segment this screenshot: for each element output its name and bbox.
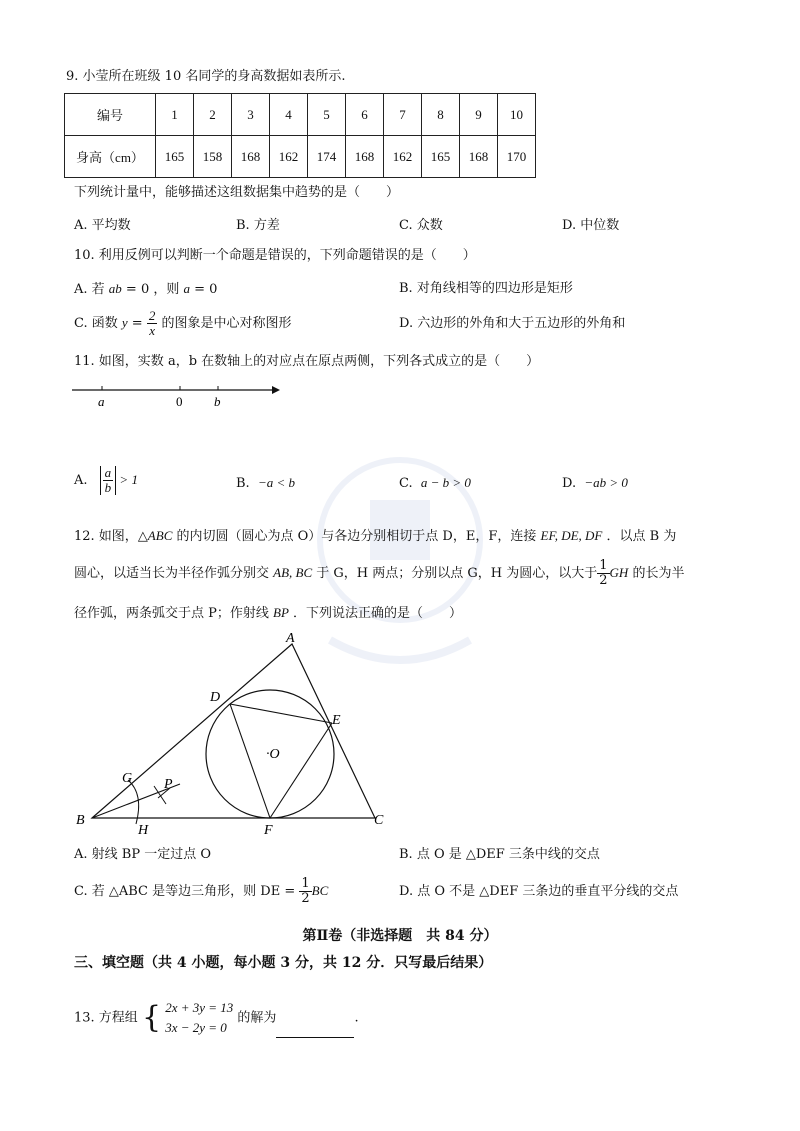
q13: [74, 998, 359, 1038]
option-text: 的图象是中心对称图形: [157, 316, 292, 331]
math-expr: y: [121, 315, 128, 330]
q11-option-b: [236, 475, 295, 492]
math-expr: △ABC: [137, 528, 173, 543]
axis-label-a: a: [98, 394, 105, 409]
option-text: = 0: [190, 282, 218, 297]
table-cell: 162: [270, 136, 308, 178]
q10-option-c: [74, 308, 291, 339]
stem-text: 径作弧，两条弧交于点 P；作射线: [74, 606, 274, 621]
option-label: B.: [236, 476, 250, 491]
segment-ef: [270, 723, 332, 818]
table-cell: 158: [194, 136, 232, 178]
equation-1: 2x + 3y = 13: [165, 1000, 234, 1015]
option-text: C. 函数: [74, 316, 122, 331]
option-text: C. 若 △ABC 是等边三角形，则 DE =: [74, 884, 300, 899]
table-cell: 168: [460, 136, 498, 178]
stem-text: .: [354, 1010, 359, 1026]
stem-text: 13. 方程组: [74, 1010, 138, 1026]
option-text: A. 若: [74, 282, 109, 297]
axis-label-b: b: [214, 394, 221, 409]
fraction: [103, 466, 114, 495]
label-e: E: [332, 713, 341, 728]
equation-2: 3x − 2y = 0: [165, 1020, 227, 1035]
math-expr: −a < b: [257, 475, 295, 490]
stem-text: 的解为: [237, 1010, 277, 1026]
table-row: [65, 136, 536, 178]
fraction: [299, 877, 311, 906]
q10-option-a: [74, 281, 217, 298]
q12-option-d: D. 点 O 不是 △DEF 三条边的垂直平分线的交点: [399, 884, 679, 899]
table-row: [65, 94, 536, 136]
label-p: P: [164, 777, 173, 792]
table-cell: 170: [498, 136, 536, 178]
option-text: = 0 ，则: [121, 282, 184, 297]
math-expr: > 1: [116, 472, 138, 487]
table-cell: 174: [308, 136, 346, 178]
answer-blank[interactable]: [276, 1025, 354, 1038]
label-g: G: [122, 771, 133, 786]
table-cell: 3: [232, 94, 270, 136]
table-cell: 4: [270, 94, 308, 136]
label-o: ·O: [266, 747, 280, 762]
fraction: [147, 309, 158, 338]
label-a: A: [286, 631, 295, 646]
numerator: 1: [599, 558, 608, 573]
q10-stem: 10. 利用反例可以判断一个命题是错误的，下列命题错误的是（ ）: [74, 248, 476, 263]
numerator: a: [104, 465, 112, 480]
q10-option-b: B. 对角线相等的四边形是矩形: [399, 281, 573, 296]
label-h: H: [138, 823, 149, 838]
table-cell: 7: [384, 94, 422, 136]
q11-option-d: [562, 475, 628, 492]
math-expr: BC: [311, 883, 329, 898]
math-expr: ab: [108, 281, 122, 296]
part-heading: 三、填空题（共 4 小题，每小题 3 分，共 12 分．只写最后结果）: [74, 955, 493, 971]
option-label: C.: [399, 476, 413, 491]
table-cell: 身高（cm）: [65, 136, 156, 178]
q12-line-3: [74, 605, 462, 622]
math-expr: −ab > 0: [584, 475, 628, 490]
brace: {: [141, 1000, 162, 1035]
q11-option-a: [74, 462, 138, 499]
stem-text: ．以点 B 为: [602, 529, 677, 544]
label-f: F: [264, 823, 273, 838]
q12-option-a: A. 射线 BP 一定过点 O: [74, 847, 212, 862]
label-b: B: [76, 813, 85, 828]
q12-option-b: B. 点 O 是 △DEF 三条中线的交点: [399, 847, 600, 862]
math-expr: BP: [273, 605, 289, 620]
stem-text: 圆心，以适当长为半径作弧分别交: [74, 566, 274, 581]
denominator: 2: [301, 891, 310, 906]
option-text: =: [127, 316, 147, 331]
table-cell: 162: [384, 136, 422, 178]
q9-option-d: D. 中位数: [562, 218, 620, 233]
math-expr: EF, DE, DF: [540, 528, 603, 543]
q12-option-c: [74, 876, 328, 907]
number-line: [70, 378, 290, 410]
table-cell: 168: [346, 136, 384, 178]
denominator: b: [104, 480, 112, 495]
stem-text: 的长为半: [628, 566, 685, 581]
table-cell: 编号: [65, 94, 156, 136]
stem-text: 12. 如图，: [74, 529, 138, 544]
table-cell: 10: [498, 94, 536, 136]
equation-system: [165, 998, 233, 1038]
axis-arrow: [272, 386, 280, 394]
table-cell: 8: [422, 94, 460, 136]
triangle-incircle-figure: [70, 628, 400, 840]
stem-text: ．下列说法正确的是（ ）: [288, 606, 463, 621]
table-cell: 1: [156, 94, 194, 136]
table-cell: 2: [194, 94, 232, 136]
table-cell: 165: [422, 136, 460, 178]
math-expr: a: [183, 281, 190, 296]
table-cell: 5: [308, 94, 346, 136]
option-label: A.: [74, 473, 88, 488]
segment-de: [230, 704, 332, 723]
q11-stem: 11. 如图，实数 a，b 在数轴上的对应点在原点两侧，下列各式成立的是（ ）: [74, 354, 540, 369]
q9-question: 下列统计量中，能够描述这组数据集中趋势的是（ ）: [74, 185, 400, 200]
q9-option-b: B. 方差: [236, 218, 280, 233]
table-cell: 168: [232, 136, 270, 178]
segment-df: [230, 704, 270, 818]
label-d: D: [210, 690, 221, 705]
table-cell: 9: [460, 94, 498, 136]
height-table: [64, 93, 536, 178]
denominator: 2: [599, 573, 608, 588]
q9-option-c: C. 众数: [399, 218, 443, 233]
math-expr: GH: [609, 565, 629, 580]
absolute-value: [100, 466, 117, 495]
math-expr: a − b > 0: [420, 475, 471, 490]
q12-line-2: [74, 558, 684, 589]
fraction: [597, 559, 609, 588]
stem-text: 的内切圆（圆心为点 O）与各边分别相切于点 D，E，F，连接: [172, 529, 541, 544]
stem-text: 于 G，H 两点；分别以点 G，H 为圆心，以大于: [312, 566, 598, 581]
denominator: x: [149, 323, 155, 338]
axis-label-0: 0: [176, 394, 183, 409]
math-expr: AB, BC: [273, 565, 313, 580]
q12-line-1: [74, 528, 676, 545]
section-title: 第Ⅱ卷（非选择题 共 84 分）: [302, 928, 498, 944]
numerator: 2: [148, 308, 156, 323]
numerator: 1: [301, 876, 310, 891]
q10-option-d: D. 六边形的外角和大于五边形的外角和: [399, 316, 626, 331]
q9-option-a: A. 平均数: [74, 218, 131, 233]
triangle-abc: [92, 644, 375, 818]
option-label: D.: [562, 476, 577, 491]
q9-stem: 9. 小莹所在班级 10 名同学的身高数据如表所示.: [66, 69, 346, 84]
table-cell: 6: [346, 94, 384, 136]
label-c: C: [374, 813, 384, 828]
table-cell: 165: [156, 136, 194, 178]
q11-option-c: [399, 475, 471, 492]
